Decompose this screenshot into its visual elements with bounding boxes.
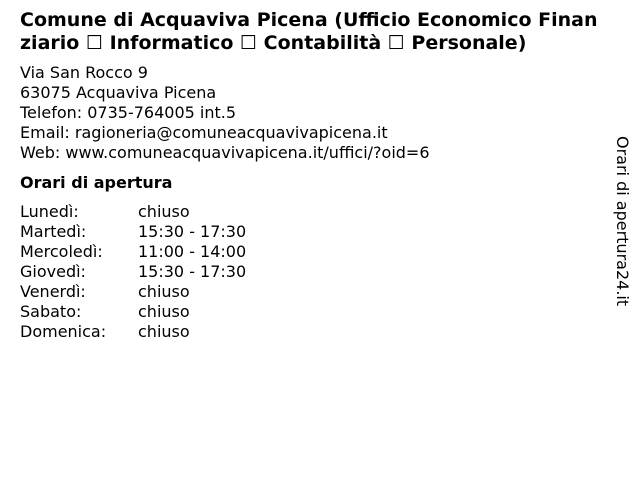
email-text: Email: ragioneria@comuneacquavivapicena.it (20, 123, 388, 142)
listing-card (20, 9, 600, 342)
hours-day: Mercoledì: (20, 242, 103, 261)
city-address: 63075 Acquaviva Picena (20, 83, 217, 102)
hours-time: chiuso (138, 202, 190, 221)
hours-day: Giovedì: (20, 262, 86, 281)
hours-day: Sabato: (20, 302, 82, 321)
hours-time: chiuso (138, 322, 190, 341)
street-address: Via San Rocco 9 (20, 63, 148, 82)
hours-time: chiuso (138, 282, 190, 301)
hours-time: 15:30 - 17:30 (138, 262, 247, 281)
phone-text: Telefon: 0735-764005 int.5 (20, 103, 237, 122)
hours-day: Venerdì: (20, 282, 86, 301)
hours-table (20, 202, 600, 342)
hours-day: Martedì: (20, 222, 87, 241)
page-title: Comune di Acquaviva Picena (Ufficio Economico Finanziario ☐ Informatico ☐ Contabilità ☐ Personale) (20, 9, 598, 54)
hours-row (20, 242, 600, 262)
hours-day: Lunedì: (20, 202, 79, 221)
hours-time: 11:00 - 14:00 (138, 242, 247, 261)
hours-row (20, 302, 600, 322)
contact-block (20, 63, 600, 163)
hours-time: chiuso (138, 302, 190, 321)
web-text: Web: www.comuneacquavivapicena.it/uffici/?oid=6 (20, 143, 430, 162)
hours-heading: Orari di apertura (20, 173, 173, 192)
hours-row (20, 202, 600, 222)
hours-row (20, 282, 600, 302)
hours-day: Domenica: (20, 322, 107, 341)
hours-row (20, 322, 600, 342)
hours-row (20, 262, 600, 282)
hours-time: 15:30 - 17:30 (138, 222, 247, 241)
hours-row (20, 222, 600, 242)
brand-watermark: Orari di apertura24.it (613, 136, 632, 307)
